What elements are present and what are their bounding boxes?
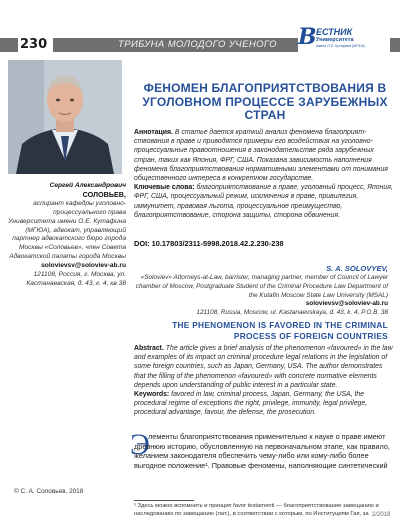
article-title-en: THE PHENOMENON IS FAVORED IN THE CRIMINAL PROCESS OF FOREIGN COUNTRIES <box>172 320 388 341</box>
drop-cap: Э <box>130 428 150 461</box>
issue-code: 2/2018 <box>372 512 391 518</box>
author-portrait-icon <box>8 60 122 174</box>
journal-rubric: ТРИБУНА МОЛОДОГО УЧЕНОГО <box>118 39 277 50</box>
author-surname: СОЛОВЬЕВ, <box>82 189 126 199</box>
author-first-names: Сергей Александрович <box>49 182 126 189</box>
journal-logo-word: ЕСТНИК <box>316 27 353 37</box>
author-email-en[interactable]: solovievsv@soloviev-ab.ru <box>305 300 388 308</box>
author-bio-text: аспирант кафедры уголовно-процессуального права Университета имени О.Е. Кутафина (МГЮА), адвокат, управляющий партнер адвокатского бюро города Москвы «Соловьев», член Совета Адвокатской палаты города Москвы <box>8 199 126 261</box>
author-photo <box>8 60 122 174</box>
keywords-en-text: favored in law, criminal process, Japan, Germany, the USA, the procedural regime of exceptions the right, privilege, immunity, legal privilege, procedural advantage, favour, the defense, the prosecution. <box>134 391 368 417</box>
journal-logo-subtitle-2: имени О.Е. Кутафина (МГЮА) <box>316 44 366 48</box>
journal-logo-subtitle: Университета <box>316 37 354 43</box>
author-address-ru: 121108, Россия, г. Москва, ул. Кастанаевская, д. 43, к. 4, кв 38 <box>26 271 126 287</box>
author-bio-ru <box>8 182 126 289</box>
author-bio-en-text: «Soloviev» Attorneys-at-Law, barrister, managing partner, member of Council of Lawyer chamber of Moscow, Postgraduate Student of the Criminal Procedure Law Department of the Kutafin Moscow State Law University (MSAL) <box>135 274 388 299</box>
footnote: ¹ Здесь можно вспомнить и принцип favor testamenti — благоприятствование завещанию и наследованию по завещанию (лат.), в соответствии с которым, по Институциям Гая, за <box>134 503 379 517</box>
article-doi[interactable]: DOI: 10.17803/2311-5998.2018.42.2.230-238 <box>134 239 284 248</box>
abstract-en-label: Abstract. <box>134 345 164 352</box>
keywords-ru-label: Ключевые слова: <box>134 184 195 192</box>
author-email-ru[interactable]: solovievsv@soloviev-ab.ru <box>41 262 126 270</box>
abstract-ru <box>134 128 394 220</box>
abstract-en-text: The article gives a brief analysis of the phenomenon «favoured» in the law and examples of its impact on criminal procedure legal relations in the legislation of some foreign countries, such as Japan, Germany, USA. The author demonstrates that the filling of the phenomenon «favoured» with concrete normative elements depends upon understanding of public interest in a particular state. <box>134 345 393 389</box>
author-bio-en <box>134 274 388 318</box>
article-title: ФЕНОМЕН БЛАГОПРИЯТСТВОВАНИЯ В УГОЛОВНОМ ПРОЦЕССЕ ЗАРУБЕЖНЫХ СТРАН <box>142 81 388 122</box>
author-name-en: S. A. SOLOVYEV, <box>326 264 388 273</box>
abstract-en <box>134 344 394 418</box>
keywords-en-label: Keywords: <box>134 391 170 399</box>
copyright-notice: © С. А. Соловьев, 2018 <box>14 488 84 495</box>
keywords-ru-text: благоприятствование в праве, уголовный процесс, Япония, ФРГ, США, процессуальный режим, исключения в праве, привилегия, иммунитет, правовая льгота, процессуальное преимущество, благоприятствование, сторона защиты, сторона обвинения. <box>134 184 393 219</box>
footnote-divider <box>134 500 194 501</box>
body-paragraph: лементы благоприятствования применительно к науке о праве имеют древнюю историю, обусловленную на первоначальном этапе, как правило, желанием законодателя обеспечить чему-либо или кому-либо более выгодное положение¹. Правовые феномены, наполняющие синтетический <box>134 432 390 470</box>
abstract-ru-label: Аннотация. <box>134 129 173 136</box>
author-address-en: 121108, Russia, Moscow, ul. Kastanaevskaya, d. 43, k. 4, P.O.B. 38 <box>196 309 388 317</box>
journal-logo-letter: В <box>298 24 317 50</box>
page-number: 230 <box>18 37 53 53</box>
abstract-ru-text: В статье дается краткий анализ феномена благоприятствования в праве и приводятся примеры его воздействия на уголовно-процессуальные правоотношения в законодательстве ряда зарубежных стран, таких как Япония, ФРГ, США. Показана зависимость наполнения феномена благоприятствования нормативными элементами от понимания общественного интереса в конкретном государстве. <box>134 129 388 183</box>
